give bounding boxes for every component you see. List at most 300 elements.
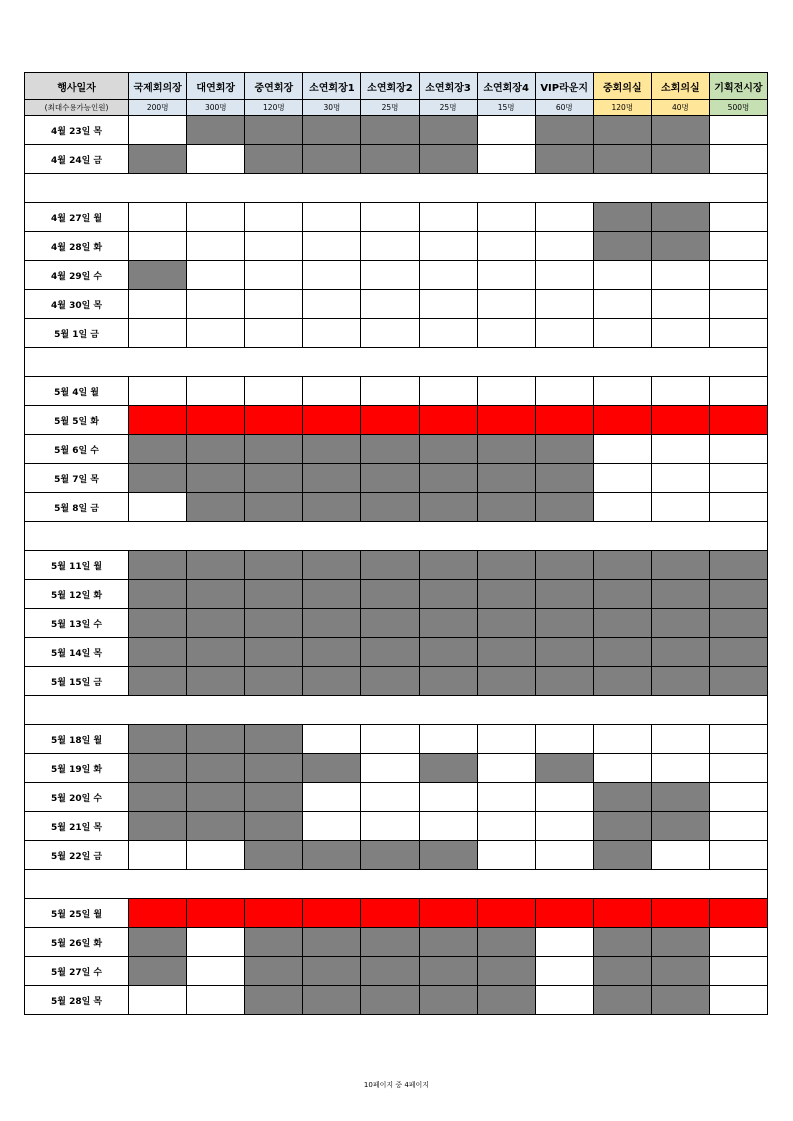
room-header: VIP라운지 bbox=[535, 73, 593, 100]
slot-available bbox=[419, 725, 477, 754]
room-header: 중회의실 bbox=[593, 73, 651, 100]
room-header: 국제회의장 bbox=[129, 73, 187, 100]
slot-available bbox=[593, 261, 651, 290]
slot-available bbox=[187, 841, 245, 870]
slot-booked bbox=[245, 493, 303, 522]
slot-available bbox=[129, 290, 187, 319]
room-capacity: 30명 bbox=[303, 100, 361, 116]
slot-available bbox=[303, 290, 361, 319]
slot-booked bbox=[245, 464, 303, 493]
slot-booked bbox=[361, 145, 419, 174]
slot-available bbox=[129, 986, 187, 1015]
slot-booked bbox=[593, 812, 651, 841]
day-row bbox=[25, 580, 768, 609]
slot-available bbox=[129, 493, 187, 522]
slot-available bbox=[535, 203, 593, 232]
slot-available bbox=[477, 725, 535, 754]
slot-available bbox=[187, 203, 245, 232]
day-row bbox=[25, 406, 768, 435]
day-row bbox=[25, 957, 768, 986]
week-separator bbox=[25, 348, 768, 377]
day-date: 5월 27일 수 bbox=[25, 957, 129, 986]
room-capacity: 200명 bbox=[129, 100, 187, 116]
slot-booked bbox=[593, 667, 651, 696]
slot-booked bbox=[419, 754, 477, 783]
slot-booked bbox=[419, 638, 477, 667]
day-date: 5월 8일 금 bbox=[25, 493, 129, 522]
slot-available bbox=[129, 116, 187, 145]
schedule-body bbox=[25, 73, 768, 1015]
slot-available bbox=[419, 290, 477, 319]
slot-booked bbox=[361, 493, 419, 522]
slot-booked bbox=[187, 116, 245, 145]
slot-available bbox=[361, 377, 419, 406]
slot-booked bbox=[535, 667, 593, 696]
slot-available bbox=[651, 841, 709, 870]
slot-holiday bbox=[651, 406, 709, 435]
slot-booked bbox=[651, 986, 709, 1015]
day-row bbox=[25, 145, 768, 174]
slot-available bbox=[709, 754, 767, 783]
slot-booked bbox=[361, 116, 419, 145]
day-date: 5월 12일 화 bbox=[25, 580, 129, 609]
slot-booked bbox=[129, 464, 187, 493]
slot-booked bbox=[419, 609, 477, 638]
slot-holiday bbox=[129, 406, 187, 435]
slot-available bbox=[535, 290, 593, 319]
slot-booked bbox=[651, 551, 709, 580]
slot-booked bbox=[419, 667, 477, 696]
room-capacity: 15명 bbox=[477, 100, 535, 116]
slot-booked bbox=[361, 464, 419, 493]
day-row bbox=[25, 493, 768, 522]
slot-booked bbox=[303, 551, 361, 580]
day-date: 5월 7일 목 bbox=[25, 464, 129, 493]
room-header: 소연회장1 bbox=[303, 73, 361, 100]
slot-booked bbox=[477, 609, 535, 638]
slot-booked bbox=[129, 145, 187, 174]
slot-available bbox=[593, 377, 651, 406]
slot-available bbox=[709, 725, 767, 754]
slot-booked bbox=[593, 116, 651, 145]
slot-booked bbox=[535, 551, 593, 580]
slot-booked bbox=[651, 609, 709, 638]
slot-available bbox=[361, 783, 419, 812]
slot-booked bbox=[245, 841, 303, 870]
slot-available bbox=[709, 232, 767, 261]
slot-booked bbox=[709, 580, 767, 609]
slot-booked bbox=[651, 812, 709, 841]
slot-booked bbox=[419, 957, 477, 986]
slot-booked bbox=[477, 580, 535, 609]
slot-booked bbox=[535, 754, 593, 783]
day-row bbox=[25, 986, 768, 1015]
slot-available bbox=[187, 261, 245, 290]
slot-available bbox=[709, 464, 767, 493]
slot-available bbox=[303, 203, 361, 232]
slot-booked bbox=[187, 638, 245, 667]
room-capacity: 500명 bbox=[709, 100, 767, 116]
day-date: 4월 23일 목 bbox=[25, 116, 129, 145]
day-date: 5월 1일 금 bbox=[25, 319, 129, 348]
separator-cell bbox=[25, 696, 768, 725]
slot-booked bbox=[651, 232, 709, 261]
slot-booked bbox=[593, 609, 651, 638]
slot-holiday bbox=[419, 899, 477, 928]
slot-booked bbox=[245, 957, 303, 986]
slot-available bbox=[477, 812, 535, 841]
slot-booked bbox=[303, 957, 361, 986]
slot-available bbox=[593, 319, 651, 348]
slot-booked bbox=[477, 928, 535, 957]
slot-available bbox=[129, 203, 187, 232]
slot-booked bbox=[187, 435, 245, 464]
slot-booked bbox=[419, 145, 477, 174]
slot-booked bbox=[593, 841, 651, 870]
slot-available bbox=[651, 754, 709, 783]
slot-booked bbox=[129, 580, 187, 609]
slot-available bbox=[477, 377, 535, 406]
day-date: 5월 18일 월 bbox=[25, 725, 129, 754]
slot-booked bbox=[593, 232, 651, 261]
slot-booked bbox=[593, 203, 651, 232]
slot-booked bbox=[651, 638, 709, 667]
room-header: 소연회장2 bbox=[361, 73, 419, 100]
day-row bbox=[25, 116, 768, 145]
room-capacity: 25명 bbox=[419, 100, 477, 116]
separator-cell bbox=[25, 348, 768, 377]
day-row bbox=[25, 812, 768, 841]
day-date: 5월 26일 화 bbox=[25, 928, 129, 957]
slot-available bbox=[709, 841, 767, 870]
slot-booked bbox=[245, 667, 303, 696]
slot-holiday bbox=[593, 406, 651, 435]
slot-booked bbox=[535, 116, 593, 145]
slot-available bbox=[187, 928, 245, 957]
slot-available bbox=[477, 145, 535, 174]
slot-booked bbox=[303, 609, 361, 638]
slot-booked bbox=[361, 551, 419, 580]
slot-available bbox=[709, 783, 767, 812]
slot-booked bbox=[651, 667, 709, 696]
slot-available bbox=[593, 725, 651, 754]
slot-available bbox=[709, 319, 767, 348]
slot-available bbox=[129, 377, 187, 406]
slot-booked bbox=[709, 667, 767, 696]
slot-available bbox=[477, 116, 535, 145]
day-row bbox=[25, 377, 768, 406]
slot-available bbox=[129, 841, 187, 870]
day-date: 4월 29일 수 bbox=[25, 261, 129, 290]
day-row bbox=[25, 899, 768, 928]
slot-booked bbox=[187, 609, 245, 638]
day-row bbox=[25, 464, 768, 493]
slot-booked bbox=[535, 638, 593, 667]
slot-booked bbox=[477, 435, 535, 464]
slot-booked bbox=[593, 551, 651, 580]
slot-booked bbox=[361, 609, 419, 638]
slot-booked bbox=[535, 609, 593, 638]
slot-booked bbox=[651, 783, 709, 812]
slot-booked bbox=[245, 783, 303, 812]
day-date: 5월 4일 월 bbox=[25, 377, 129, 406]
slot-booked bbox=[303, 928, 361, 957]
room-header: 기획전시장 bbox=[709, 73, 767, 100]
slot-booked bbox=[361, 986, 419, 1015]
slot-booked bbox=[187, 493, 245, 522]
week-separator bbox=[25, 696, 768, 725]
slot-holiday bbox=[245, 406, 303, 435]
slot-booked bbox=[709, 609, 767, 638]
day-date: 4월 27일 월 bbox=[25, 203, 129, 232]
slot-available bbox=[187, 957, 245, 986]
slot-available bbox=[419, 261, 477, 290]
slot-available bbox=[245, 232, 303, 261]
slot-holiday bbox=[361, 406, 419, 435]
slot-booked bbox=[129, 261, 187, 290]
slot-available bbox=[419, 232, 477, 261]
slot-available bbox=[245, 261, 303, 290]
slot-holiday bbox=[303, 406, 361, 435]
slot-booked bbox=[477, 464, 535, 493]
slot-available bbox=[477, 232, 535, 261]
day-row bbox=[25, 261, 768, 290]
day-date: 5월 13일 수 bbox=[25, 609, 129, 638]
slot-available bbox=[535, 725, 593, 754]
slot-holiday bbox=[477, 406, 535, 435]
slot-booked bbox=[129, 957, 187, 986]
slot-booked bbox=[477, 667, 535, 696]
slot-available bbox=[651, 464, 709, 493]
slot-available bbox=[361, 203, 419, 232]
slot-booked bbox=[361, 435, 419, 464]
slot-booked bbox=[361, 841, 419, 870]
slot-booked bbox=[593, 638, 651, 667]
slot-booked bbox=[419, 464, 477, 493]
slot-booked bbox=[129, 754, 187, 783]
slot-booked bbox=[187, 551, 245, 580]
slot-available bbox=[303, 319, 361, 348]
room-header: 소회의실 bbox=[651, 73, 709, 100]
slot-booked bbox=[303, 493, 361, 522]
slot-booked bbox=[303, 638, 361, 667]
slot-available bbox=[361, 319, 419, 348]
room-capacity: 25명 bbox=[361, 100, 419, 116]
slot-booked bbox=[709, 551, 767, 580]
week-separator bbox=[25, 174, 768, 203]
slot-available bbox=[535, 232, 593, 261]
day-row bbox=[25, 609, 768, 638]
slot-available bbox=[535, 812, 593, 841]
slot-available bbox=[361, 754, 419, 783]
slot-available bbox=[709, 493, 767, 522]
slot-booked bbox=[303, 667, 361, 696]
schedule-table bbox=[24, 72, 768, 1015]
slot-booked bbox=[129, 667, 187, 696]
slot-available bbox=[419, 319, 477, 348]
day-row bbox=[25, 203, 768, 232]
slot-booked bbox=[187, 725, 245, 754]
slot-available bbox=[419, 377, 477, 406]
slot-booked bbox=[245, 580, 303, 609]
slot-available bbox=[709, 435, 767, 464]
day-row bbox=[25, 232, 768, 261]
slot-booked bbox=[187, 580, 245, 609]
day-row bbox=[25, 841, 768, 870]
slot-booked bbox=[477, 551, 535, 580]
slot-available bbox=[709, 145, 767, 174]
room-capacity: 120명 bbox=[245, 100, 303, 116]
slot-available bbox=[593, 435, 651, 464]
day-date: 5월 19일 화 bbox=[25, 754, 129, 783]
room-capacity: 60명 bbox=[535, 100, 593, 116]
slot-available bbox=[419, 203, 477, 232]
separator-cell bbox=[25, 174, 768, 203]
room-capacity: 120명 bbox=[593, 100, 651, 116]
day-date: 5월 15일 금 bbox=[25, 667, 129, 696]
slot-available bbox=[651, 261, 709, 290]
room-capacity: 40명 bbox=[651, 100, 709, 116]
slot-booked bbox=[419, 986, 477, 1015]
day-date: 5월 5일 화 bbox=[25, 406, 129, 435]
day-date: 4월 24일 금 bbox=[25, 145, 129, 174]
slot-booked bbox=[361, 957, 419, 986]
slot-booked bbox=[245, 116, 303, 145]
slot-available bbox=[535, 986, 593, 1015]
slot-booked bbox=[709, 638, 767, 667]
slot-available bbox=[419, 812, 477, 841]
slot-available bbox=[593, 493, 651, 522]
slot-booked bbox=[535, 145, 593, 174]
slot-booked bbox=[477, 638, 535, 667]
slot-booked bbox=[303, 580, 361, 609]
day-row bbox=[25, 319, 768, 348]
slot-booked bbox=[187, 667, 245, 696]
day-row bbox=[25, 667, 768, 696]
slot-available bbox=[535, 261, 593, 290]
day-date: 5월 22일 금 bbox=[25, 841, 129, 870]
slot-holiday bbox=[535, 899, 593, 928]
slot-booked bbox=[245, 435, 303, 464]
slot-available bbox=[535, 841, 593, 870]
slot-holiday bbox=[129, 899, 187, 928]
slot-available bbox=[129, 319, 187, 348]
room-capacity: 300명 bbox=[187, 100, 245, 116]
slot-booked bbox=[593, 957, 651, 986]
slot-available bbox=[535, 783, 593, 812]
slot-booked bbox=[245, 928, 303, 957]
slot-available bbox=[477, 203, 535, 232]
slot-available bbox=[535, 319, 593, 348]
day-date: 5월 21일 목 bbox=[25, 812, 129, 841]
week-separator bbox=[25, 522, 768, 551]
slot-available bbox=[303, 812, 361, 841]
slot-available bbox=[709, 986, 767, 1015]
slot-booked bbox=[129, 638, 187, 667]
slot-booked bbox=[419, 116, 477, 145]
slot-available bbox=[477, 754, 535, 783]
slot-booked bbox=[361, 667, 419, 696]
slot-holiday bbox=[477, 899, 535, 928]
slot-booked bbox=[303, 464, 361, 493]
slot-available bbox=[651, 725, 709, 754]
day-date: 4월 30일 목 bbox=[25, 290, 129, 319]
slot-booked bbox=[245, 145, 303, 174]
slot-available bbox=[477, 290, 535, 319]
slot-booked bbox=[535, 435, 593, 464]
capacity-column-header: (최대수용가능인원) bbox=[25, 100, 129, 116]
slot-available bbox=[303, 261, 361, 290]
slot-booked bbox=[129, 551, 187, 580]
slot-available bbox=[709, 116, 767, 145]
slot-holiday bbox=[303, 899, 361, 928]
slot-booked bbox=[303, 841, 361, 870]
slot-available bbox=[593, 464, 651, 493]
slot-available bbox=[361, 261, 419, 290]
slot-booked bbox=[187, 783, 245, 812]
slot-available bbox=[651, 319, 709, 348]
slot-booked bbox=[245, 986, 303, 1015]
slot-available bbox=[361, 725, 419, 754]
day-date: 5월 6일 수 bbox=[25, 435, 129, 464]
slot-booked bbox=[593, 928, 651, 957]
slot-available bbox=[303, 377, 361, 406]
slot-booked bbox=[419, 928, 477, 957]
slot-available bbox=[709, 377, 767, 406]
slot-holiday bbox=[593, 899, 651, 928]
separator-cell bbox=[25, 870, 768, 899]
slot-booked bbox=[187, 812, 245, 841]
slot-available bbox=[187, 145, 245, 174]
slot-booked bbox=[303, 986, 361, 1015]
slot-booked bbox=[129, 928, 187, 957]
day-date: 5월 14일 목 bbox=[25, 638, 129, 667]
slot-booked bbox=[187, 464, 245, 493]
slot-available bbox=[361, 290, 419, 319]
slot-booked bbox=[651, 116, 709, 145]
slot-available bbox=[303, 783, 361, 812]
day-date: 5월 11일 월 bbox=[25, 551, 129, 580]
slot-booked bbox=[419, 841, 477, 870]
slot-available bbox=[245, 377, 303, 406]
slot-booked bbox=[477, 493, 535, 522]
slot-available bbox=[477, 841, 535, 870]
day-row bbox=[25, 928, 768, 957]
slot-available bbox=[245, 290, 303, 319]
slot-booked bbox=[477, 986, 535, 1015]
slot-available bbox=[361, 232, 419, 261]
day-row bbox=[25, 551, 768, 580]
slot-available bbox=[651, 493, 709, 522]
room-header: 소연회장3 bbox=[419, 73, 477, 100]
slot-available bbox=[419, 783, 477, 812]
slot-booked bbox=[651, 145, 709, 174]
slot-booked bbox=[245, 638, 303, 667]
slot-available bbox=[709, 957, 767, 986]
slot-booked bbox=[419, 551, 477, 580]
day-date: 5월 28일 목 bbox=[25, 986, 129, 1015]
slot-booked bbox=[535, 580, 593, 609]
slot-booked bbox=[651, 957, 709, 986]
slot-available bbox=[709, 812, 767, 841]
slot-booked bbox=[651, 203, 709, 232]
slot-booked bbox=[187, 754, 245, 783]
day-date: 4월 28일 화 bbox=[25, 232, 129, 261]
slot-available bbox=[187, 319, 245, 348]
slot-available bbox=[187, 290, 245, 319]
slot-available bbox=[535, 957, 593, 986]
slot-holiday bbox=[709, 406, 767, 435]
